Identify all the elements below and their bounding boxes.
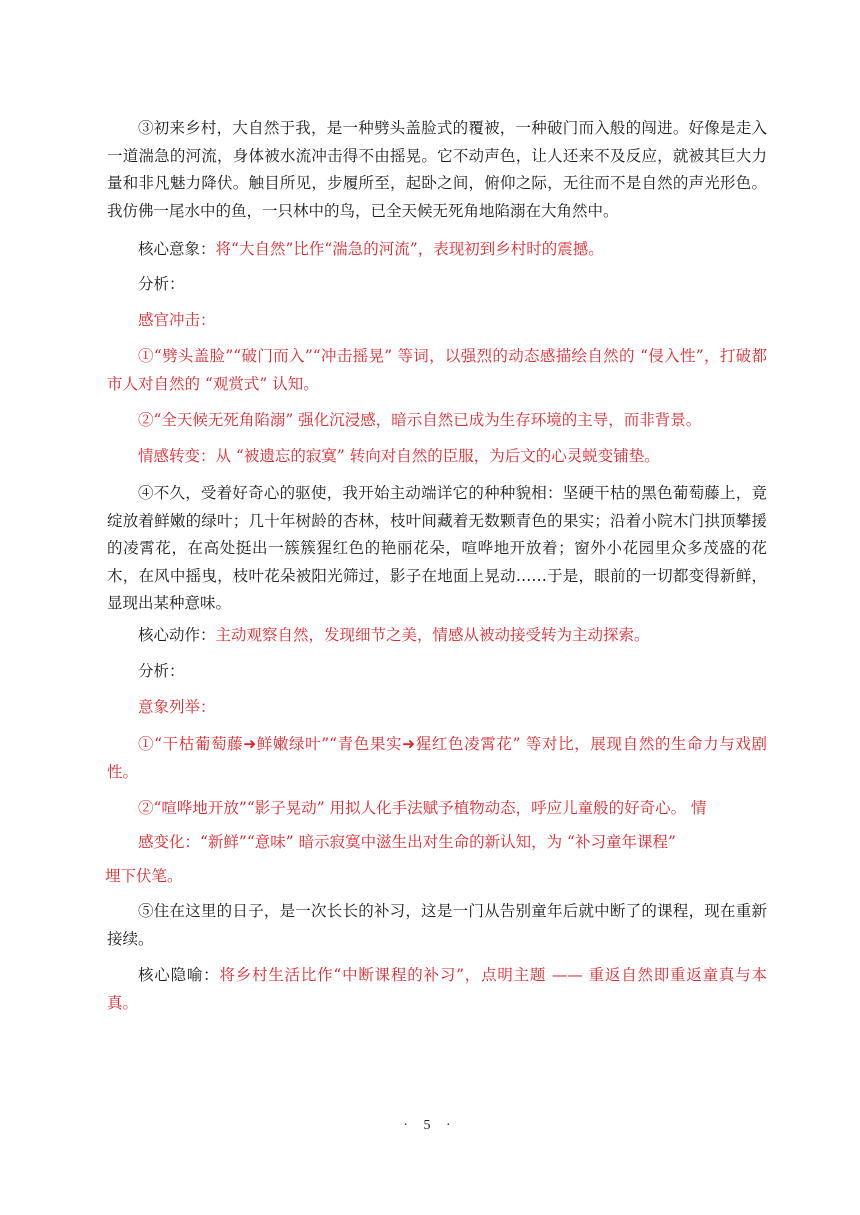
- sense-impact-heading: 感官冲击：: [138, 311, 216, 329]
- paragraph-4: ④不久，受着好奇心的驱使，我开始主动端详它的种种貌相：坚硬干枯的黑色葡萄藤上，竟绽放着鲜嫩的绿叶；几十年树龄的杏林，枝叶间藏着无数颗青色的果实；沿着小院木门拱顶攀援的凌霄花，在高处挺出一簇簇猩红色的艳丽花朵，喧哗地开放着；窗外小花园里众多茂盛的花木，在风中摇曳，枝叶花朵被阳光筛过，影子在地面上晃动……于是，眼前的一切都变得新鲜，显现出某种意味。: [107, 484, 767, 612]
- analysis-point-3: ①“干枯葡萄藤➜鲜嫩绿叶”“青色果实➜猩红色凌霄花” 等对比，展现自然的生命力与戏剧性。: [107, 735, 767, 781]
- paragraph-3: ③初来乡村，大自然于我，是一种劈头盖脸式的覆被，一种破门而入般的闯进。好像是走入一道湍急的河流，身体被水流冲击得不由摇晃。它不动声色，让人还来不及反应，就被其巨大力量和非凡魅力降伏。触目所见，步履所至，起卧之间，俯仰之际，无往而不是自然的声光形色。我仿佛一尾水中的鱼，一只林中的鸟，已全天候无死角地陷溺在大角然中。: [107, 119, 767, 220]
- core-image-text: 将“大自然”比作“湍急的河流”，表现初到乡村时的震撼。: [215, 240, 604, 258]
- page-number: · 5 ·: [403, 1118, 457, 1133]
- core-metaphor-text: 将乡村生活比作“中断课程的补习”，点明主题 —— 重返自然即重返童真与本真。: [107, 966, 767, 1012]
- analysis-point-2: ②“全天候无死角陷溺” 强化沉浸感，暗示自然已成为生存环境的主导，而非背景。: [138, 411, 702, 429]
- foreshadow-line: 埋下伏笔。: [105, 867, 183, 885]
- analysis-point-1: ①“劈头盖脸”“破门而入”“冲击摇晃” 等词，以强烈的动态感描绘自然的 “侵入性”，打破都市人对自然的 “观赏式” 认知。: [107, 347, 767, 393]
- image-list-heading: 意象列举：: [138, 698, 216, 716]
- core-metaphor-line: [107, 962, 767, 1017]
- emotion-change: 感变化：“新鲜”“意味” 暗示寂寞中滋生出对生命的新认知，为 “补习童年课程”: [138, 833, 676, 851]
- analysis-label-1: 分析：: [138, 275, 185, 293]
- core-image-label: 核心意象：: [138, 240, 216, 258]
- core-metaphor-label: 核心隐喻：: [138, 966, 220, 984]
- core-action-label: 核心动作：: [138, 626, 216, 644]
- core-action-line: [107, 622, 767, 650]
- analysis-label-2: 分析：: [138, 662, 185, 680]
- analysis-point-4: ②“喧哗地开放”“影子晃动” 用拟人化手法赋予植物动态，呼应儿童般的好奇心。 情: [138, 799, 707, 817]
- emotion-shift: 情感转变：从 “被遗忘的寂寞” 转向对自然的臣服，为后文的心灵蜕变铺垫。: [138, 447, 660, 465]
- core-image-line: [107, 236, 767, 264]
- paragraph-5: ⑤住在这里的日子，是一次长长的补习，这是一门从告别童年后就中断了的课程，现在重新接续。: [107, 902, 767, 948]
- core-action-text: 主动观察自然，发现细节之美，情感从被动接受转为主动探索。: [215, 626, 650, 644]
